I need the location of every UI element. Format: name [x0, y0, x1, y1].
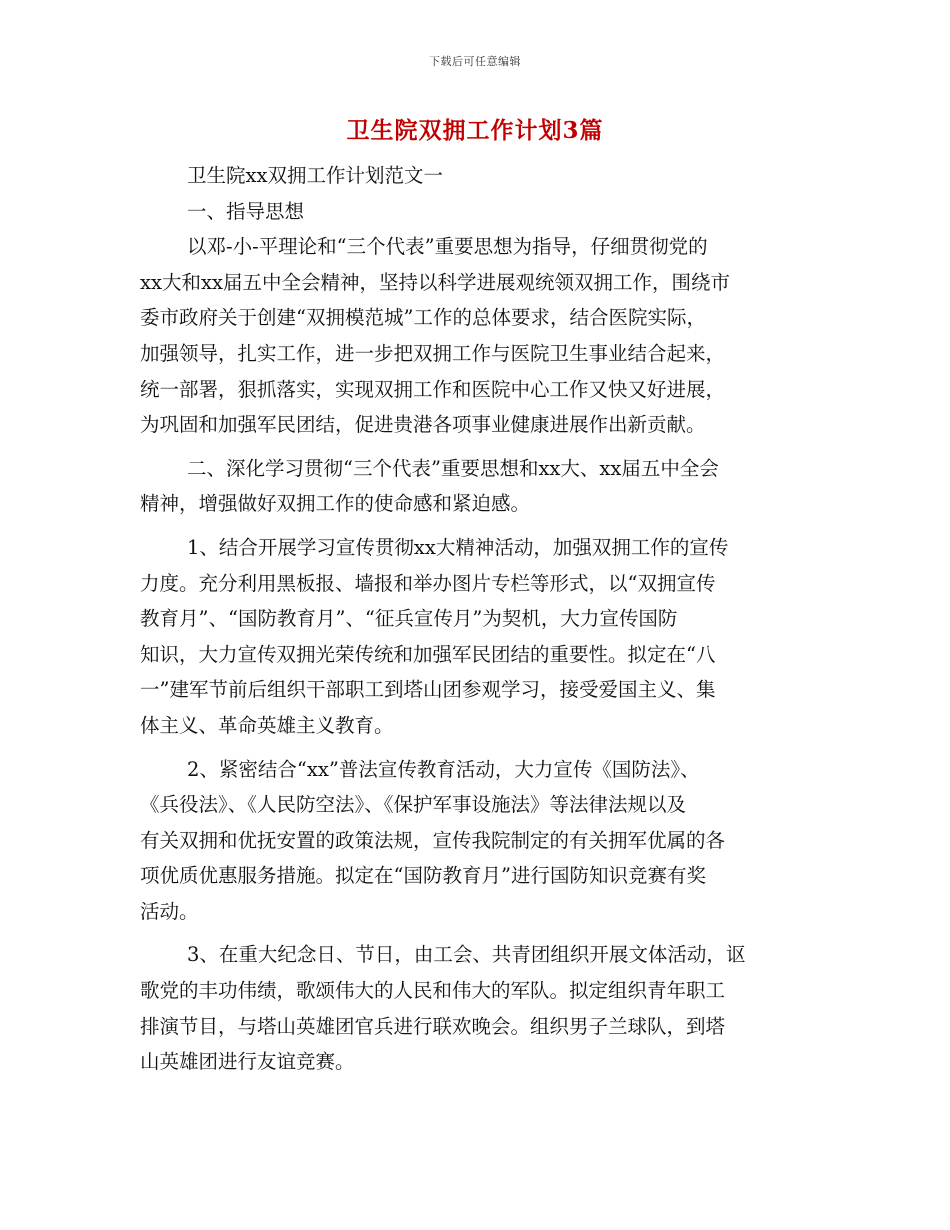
paragraph-line: 委市政府关于创建“双拥模范城”工作的总体要求，结合医院实际， — [140, 306, 706, 330]
paragraph-line: 山英雄团进行友谊竞赛。 — [140, 1050, 355, 1074]
paragraph-line: 加强领导，扎实工作，进一步把双拥工作与医院卫生事业结合起来， — [140, 341, 726, 365]
paragraph-line: 一”建军节前后组织干部职工到塔山团参观学习，接受爱国主义、集 — [140, 678, 716, 702]
paragraph-line: 有关双拥和优抚安置的政策法规，宣传我院制定的有关拥军优属的各 — [140, 828, 726, 852]
paragraph-line: 知识，大力宣传双拥光荣传统和加强军民团结的重要性。拟定在“八 — [140, 642, 716, 666]
paragraph-line: 项优质优惠服务措施。拟定在“国防教育月”进行国防知识竞赛有奖 — [140, 864, 706, 888]
subtitle-line: 卫生院xx双拥工作计划范文一 — [187, 164, 443, 187]
paragraph-line: 1、结合开展学习宣传贯彻xx大精神活动，加强双拥工作的宣传 — [187, 535, 729, 559]
section-heading: 二、深化学习贯彻“三个代表”重要思想和xx大、xx届五中全会 — [187, 456, 719, 480]
paragraph-line: 力度。充分利用黑板报、墙报和举办图片专栏等形式，以“双拥宣传 — [140, 571, 716, 595]
document-title: 卫生院双拥工作计划3篇 — [346, 117, 604, 144]
paragraph-line: 《兵役法》、《人民防空法》、《保护军事设施法》等法律法规以及 — [140, 793, 687, 817]
paragraph-line: 2、紧密结合“xx”普法宣传教育活动，大力宣传《国防法》、 — [187, 757, 700, 781]
paragraph-line: 体主义、革命英雄主义教育。 — [140, 713, 394, 737]
document-body — [140, 158, 812, 1080]
paragraph-line: xx大和xx届五中全会精神，坚持以科学进展观统领双拥工作，围绕市 — [140, 270, 730, 294]
paragraph-line: 精神，增强做好双拥工作的使命感和紧迫感。 — [140, 492, 531, 516]
header-note: 下载后可任意编辑 — [429, 55, 521, 68]
paragraph-line: 教育月”、“国防教育月”、“征兵宣传月”为契机，大力宣传国防 — [140, 607, 678, 631]
section-heading: 一、指导思想 — [187, 199, 305, 223]
paragraph-line: 为巩固和加强军民团结，促进贵港各项事业健康进展作出新贡献。 — [140, 413, 706, 437]
paragraph-line: 活动。 — [140, 899, 199, 923]
paragraph-line: 歌党的丰功伟绩，歌颂伟大的人民和伟大的军队。拟定组织青年职工 — [140, 979, 726, 1003]
paragraph-line: 统一部署，狠抓落实，实现双拥工作和医院中心工作又快又好进展， — [140, 377, 726, 401]
paragraph-line: 以邓-小-平理论和“三个代表”重要思想为指导，仔细贯彻党的 — [187, 235, 708, 259]
paragraph-line: 3、在重大纪念日、节日，由工会、共青团组织开展文体活动，讴 — [187, 943, 746, 967]
paragraph-line: 排演节目，与塔山英雄团官兵进行联欢晚会。组织男子兰球队，到塔 — [140, 1014, 726, 1038]
